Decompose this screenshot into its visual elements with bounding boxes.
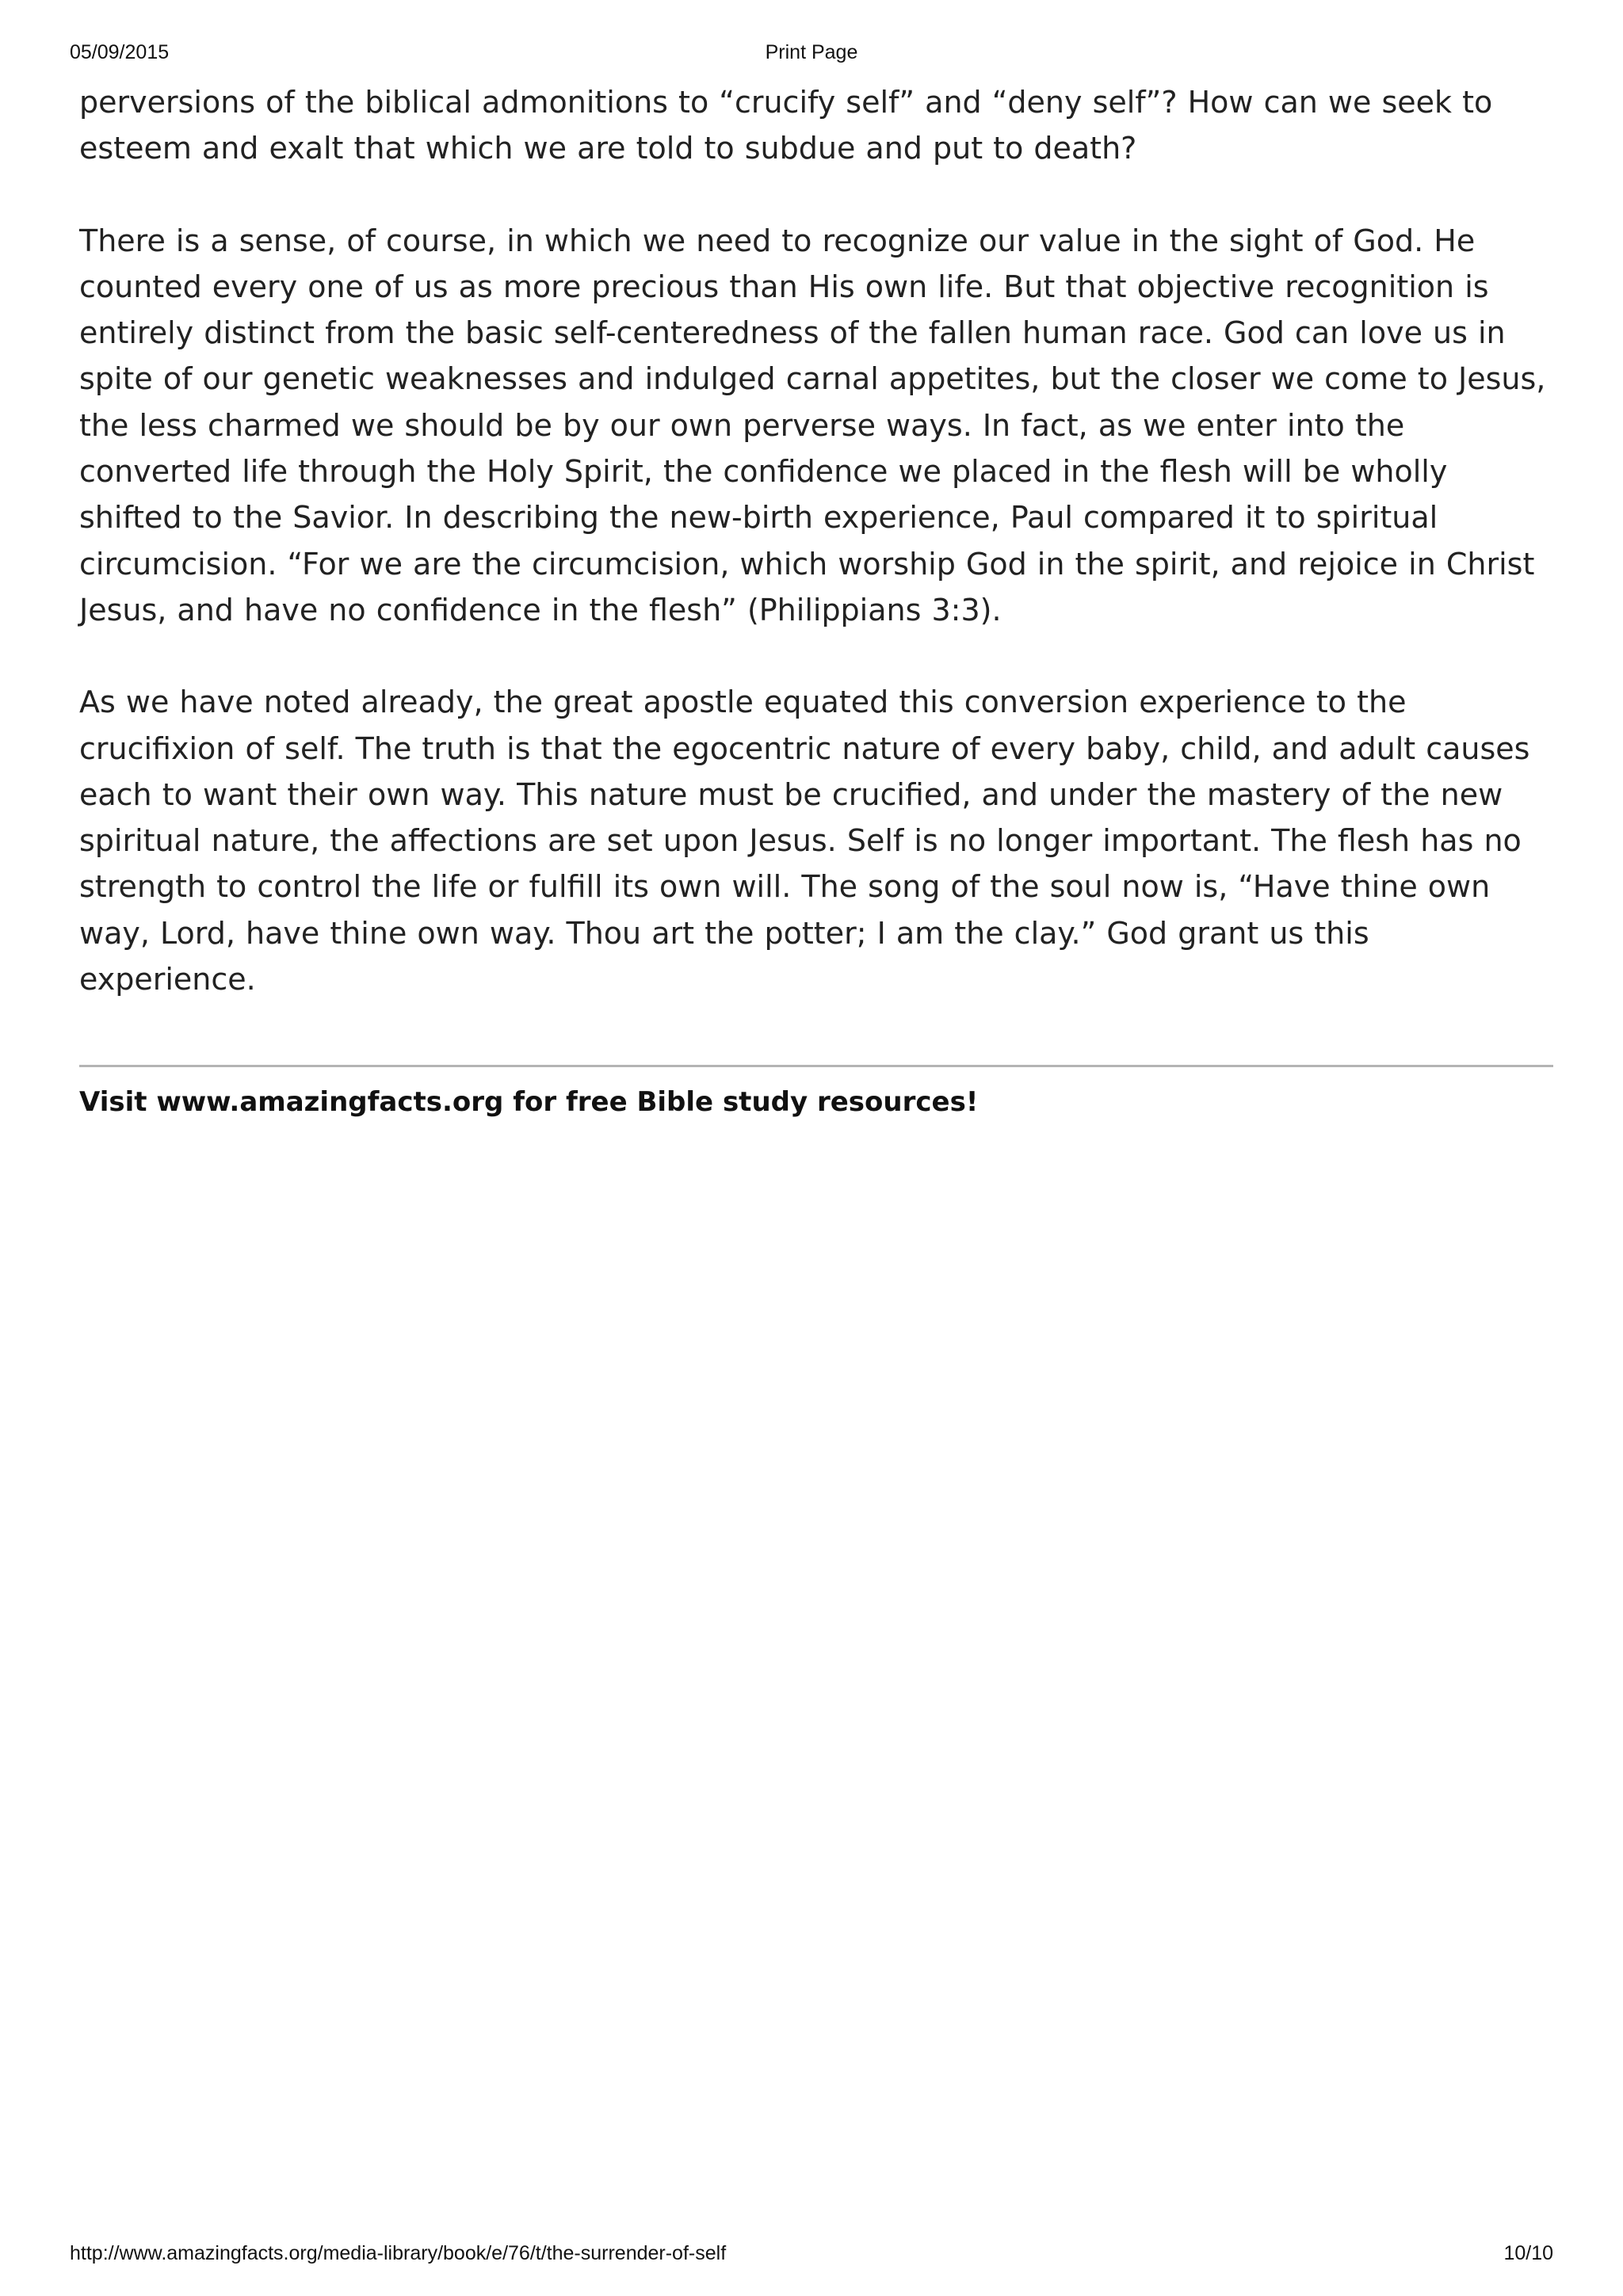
page-number: 10/10 [1503, 2242, 1553, 2264]
visit-website-note: Visit www.amazingfacts.org for free Bible study resources! [79, 1086, 979, 1118]
print-page-title: Print Page [765, 41, 858, 63]
page-url: http://www.amazingfacts.org/media-library/book/e/76/t/the-surrender-of-self [70, 2242, 727, 2264]
print-header [70, 41, 1553, 73]
article-paragraph: As we have noted already, the great apostle equated this conversion experience to the crucifixion of self. The truth is that the egocentric nature of every baby, child, and adult causes each to want their own way. This nature must be crucified, and under the mastery of the new spiritual nature, the affections are set upon Jesus. Self is no longer important. The flesh has no strength to control the life or fulfill its own will. The song of the soul now is, “Have thine own way, Lord, have thine own way. Thou art the potter; I am the clay.” God grant us this experience. [79, 685, 1530, 997]
article-paragraph: There is a sense, of course, in which we need to recognize our value in the sight of God. He counted every one of us as more precious than His own life. But that objective recognition is entirely distinct from the basic self-centeredness of the fallen human race. God can love us in spite of our genetic weaknesses and indulged carnal appetites, but the closer we come to Jesus, the less charmed we should be by our own perverse ways. In fact, as we enter into the converted life through the Holy Spirit, the confidence we placed in the flesh will be wholly shifted to the Savior. In describing the new-birth experience, Paul compared it to spiritual circumcision. “For we are the circumcision, which worship God in the spirit, and rejoice in Christ Jesus, and have no confidence in the flesh” (Philippians 3:3). [79, 223, 1546, 627]
article-paragraph: perversions of the biblical admonitions to “crucify self” and “deny self”? How can we seek to esteem and exalt that which we are told to subdue and put to death? [79, 85, 1493, 166]
article-body [79, 79, 1553, 1002]
print-footer [70, 2242, 1553, 2274]
horizontal-divider [79, 1065, 1553, 1067]
print-date: 05/09/2015 [70, 41, 170, 63]
